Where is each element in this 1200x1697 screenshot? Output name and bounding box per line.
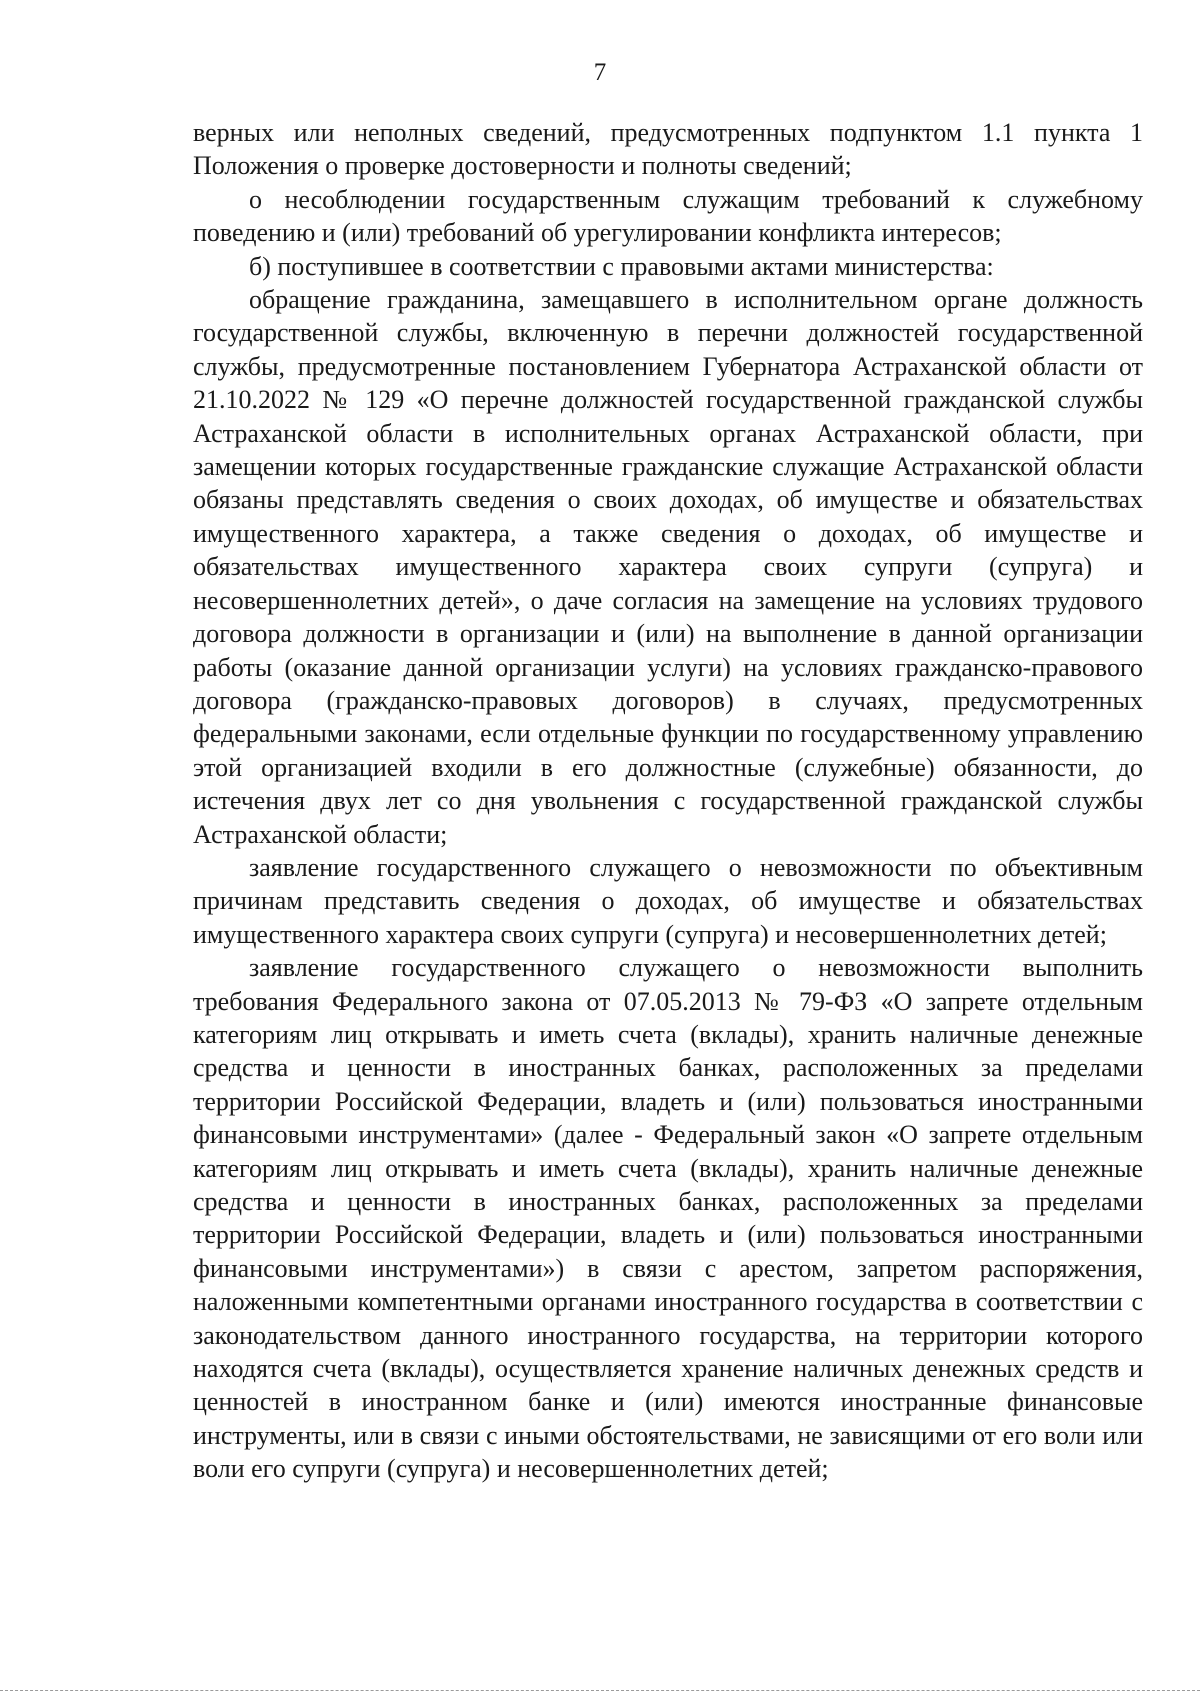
paragraph-continuation: верных или неполных сведений, предусмотренных подпунктом 1.1 пункта 1 Положения о проверке достоверности и полноты сведений; <box>193 118 1143 181</box>
paragraph-federal-law-impossibility: заявление государственного служащего о невозможности выполнить требования Федерального закона от 07.05.2013 № 79-ФЗ «О запрете отдельным категориям лиц открывать и иметь счета (вклады), хранить наличные денежные средства и ценности в иностранных банках, расположенных за пределами территории Российской Федерации, владеть и (или) пользоваться иностранными финансовыми инструментами» (далее - Федеральный закон «О запрете отдельным категориям лиц открывать и иметь счета (вклады), хранить наличные денежные средства и ценности в иностранных банках, расположенных за пределами территории Российской Федерации, владеть и (или) пользоваться иностранными финансовыми инструментами») в связи с арестом, запретом распоряжения, наложенными компетентными органами иностранного государства в соответствии с законодательством данного иностранного государства, на территории которого находятся счета (вклады), осуществляется хранение наличных денежных средств и ценностей в иностранном банке и (или) имеются иностранные финансовые инструменты, или в связи с иными обстоятельствами, не зависящими от его воли или воли его супруги (супруга) и несовершеннолетних детей; <box>193 953 1143 1484</box>
paragraph-income-statement-impossibility: заявление государственного служащего о невозможности по объективным причинам представить сведения о доходах, об имуществе и обязательствах имущественного характера своих супруги (супруга) и несовершеннолетних детей; <box>193 852 1143 949</box>
paragraph-subitem-b: б) поступившее в соответствии с правовыми актами министерства: <box>249 251 994 281</box>
scan-bottom-edge <box>0 1690 1200 1691</box>
paragraph-citizen-appeal: обращение гражданина, замещавшего в исполнительном органе должность государственной службы, включенную в перечни должностей государственной службы, предусмотренные постановлением Губернатора Астраханской области от 21.10.2022 № 129 «О перечне должностей государственной гражданской службы Астраханской области в исполнительных органах Астраханской области, при замещении которых государственные гражданские служащие Астраханской области обязаны представлять сведения о своих доходах, об имуществе и обязательствах имущественного характера, а также сведения о доходах, об имуществе и обязательствах имущественного характера своих супруги (супруга) и несовершеннолетних детей», о даче согласия на замещение на условиях трудового договора должности в организации и (или) на выполнение в данной организации работы (оказание данной организации услуги) на условиях гражданско-правового договора (гражданско-правовых договоров) в случаях, предусмотренных федеральными законами, если отдельные функции по государственному управлению этой организацией входили в его должностные (служебные) обязанности, до истечения двух лет со дня увольнения с государственной гражданской службы Астраханской области; <box>193 285 1143 849</box>
page-number: 7 <box>593 59 607 86</box>
paragraph-ethics-violation: о несоблюдении государственным служащим требований к служебному поведению и (или) требований об урегулировании конфликта интересов; <box>193 184 1143 248</box>
document-body <box>193 116 1143 1486</box>
